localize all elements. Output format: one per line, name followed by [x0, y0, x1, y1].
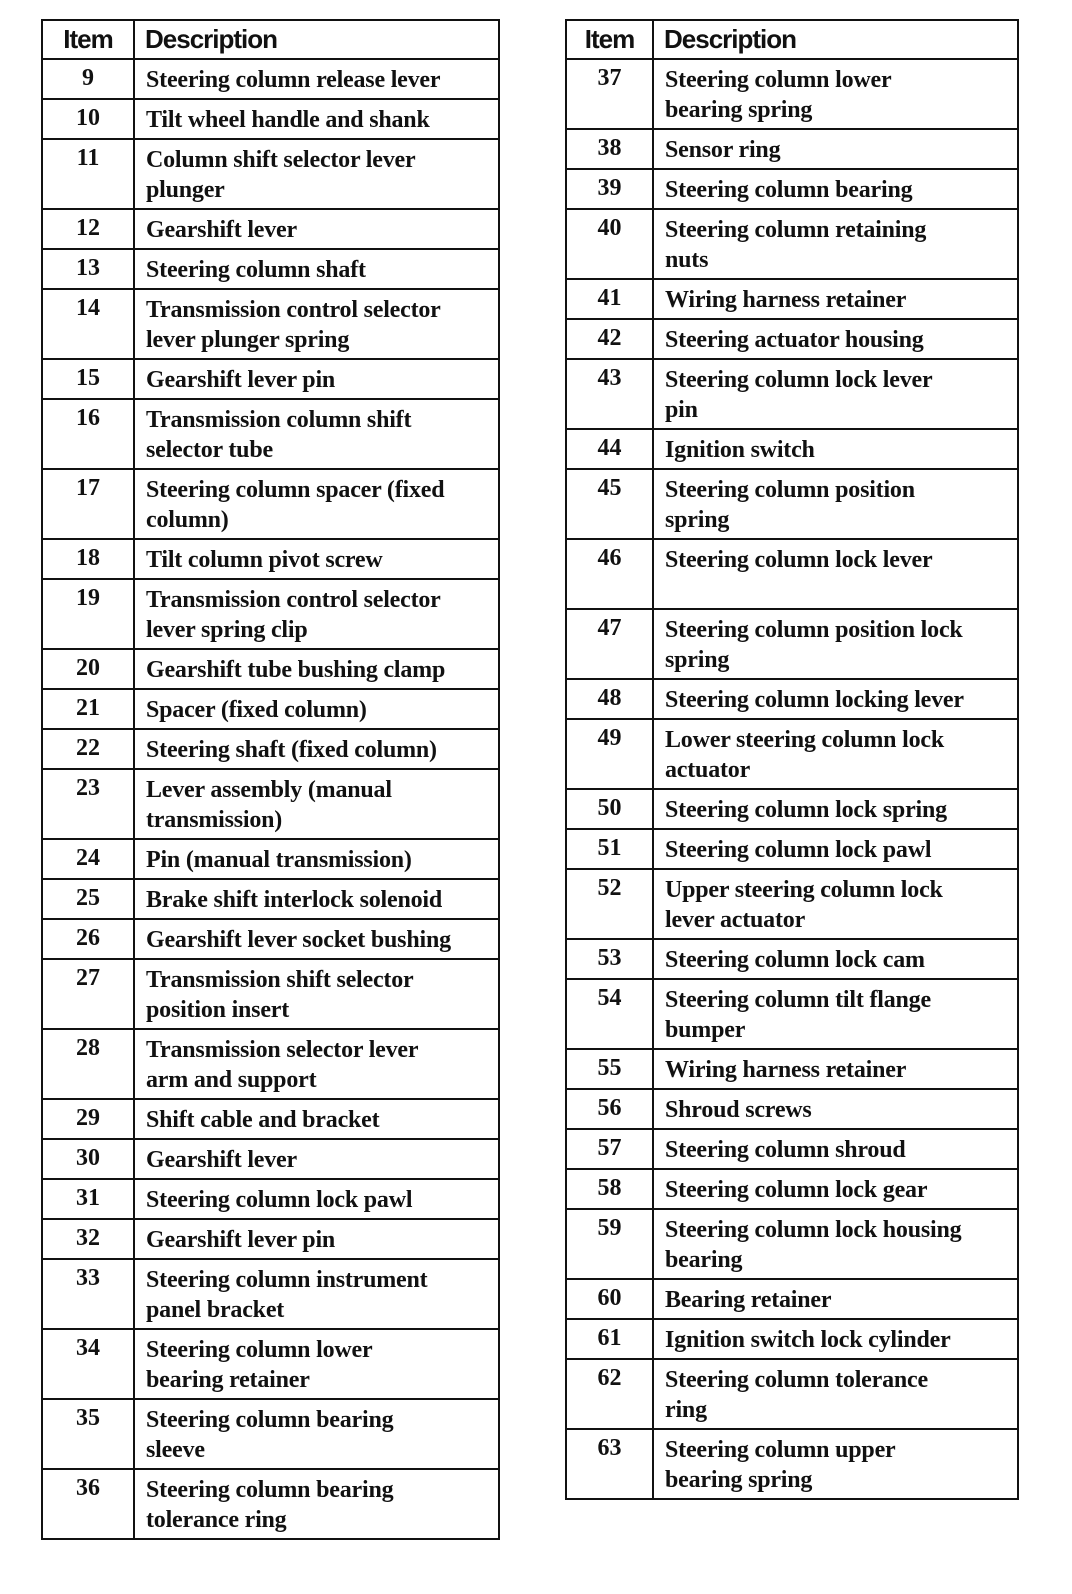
description-line: position insert	[146, 997, 290, 1023]
item-number: 50	[566, 789, 653, 829]
description-line: bumper	[665, 1017, 746, 1043]
description-line: Sensor ring	[665, 137, 781, 163]
item-description	[134, 579, 499, 649]
description-line: ring	[665, 1397, 707, 1423]
table-row	[566, 869, 1018, 939]
description-line: lever actuator	[665, 907, 806, 933]
item-number: 24	[42, 839, 134, 879]
item-description	[134, 729, 499, 769]
item-number: 54	[566, 979, 653, 1049]
table-row	[42, 359, 499, 399]
item-number: 30	[42, 1139, 134, 1179]
table-row	[566, 209, 1018, 279]
description-line: Steering column lock lever	[665, 367, 933, 393]
item-description	[653, 679, 1018, 719]
item-number: 43	[566, 359, 653, 429]
item-description	[134, 769, 499, 839]
table-row	[566, 1049, 1018, 1089]
table-row	[42, 1029, 499, 1099]
item-description	[134, 1029, 499, 1099]
item-description	[653, 1429, 1018, 1499]
table-row	[42, 729, 499, 769]
table-row	[566, 1209, 1018, 1279]
item-description	[653, 429, 1018, 469]
table-row	[566, 1089, 1018, 1129]
table-row	[42, 399, 499, 469]
table-row	[566, 169, 1018, 209]
item-number: 47	[566, 609, 653, 679]
item-number: 29	[42, 1099, 134, 1139]
item-description	[653, 209, 1018, 279]
item-number: 23	[42, 769, 134, 839]
table-row	[566, 1129, 1018, 1169]
table-row	[566, 319, 1018, 359]
description-line: bearing spring	[665, 1467, 813, 1493]
item-number: 14	[42, 289, 134, 359]
item-description	[653, 1129, 1018, 1169]
item-number: 37	[566, 59, 653, 129]
description-line: bearing spring	[665, 97, 813, 123]
description-line: Transmission shift selector	[146, 967, 414, 993]
description-line: Steering column lock pawl	[146, 1187, 413, 1213]
item-description	[134, 139, 499, 209]
item-number: 25	[42, 879, 134, 919]
item-number: 41	[566, 279, 653, 319]
item-description	[653, 129, 1018, 169]
table-row	[42, 1259, 499, 1329]
description-line: Gearshift lever pin	[146, 1227, 336, 1253]
description-line: Brake shift interlock solenoid	[146, 887, 443, 913]
description-line: Ignition switch lock cylinder	[665, 1327, 951, 1353]
item-description	[134, 359, 499, 399]
table-row	[42, 249, 499, 289]
item-description	[134, 1099, 499, 1139]
item-description	[653, 319, 1018, 359]
description-line: Steering column position lock	[665, 617, 963, 643]
description-line: Steering column lock lever	[665, 547, 933, 573]
item-description	[134, 959, 499, 1029]
item-description	[134, 1399, 499, 1469]
table-row	[42, 1399, 499, 1469]
item-description	[134, 99, 499, 139]
description-line: Steering column lock cam	[665, 947, 925, 973]
table-row	[566, 429, 1018, 469]
description-line: Gearshift lever socket bushing	[146, 927, 451, 953]
description-line: Transmission control selector	[146, 587, 441, 613]
item-number: 45	[566, 469, 653, 539]
item-description	[134, 919, 499, 959]
description-line: Steering column tilt flange	[665, 987, 931, 1013]
table-row	[42, 959, 499, 1029]
table-row	[42, 209, 499, 249]
description-line: Steering column bearing	[146, 1477, 394, 1503]
description-line: bearing retainer	[146, 1367, 310, 1393]
item-column-header: Item	[566, 20, 653, 59]
description-line: Transmission column shift	[146, 407, 412, 433]
table-row	[566, 279, 1018, 319]
item-number: 58	[566, 1169, 653, 1209]
item-description	[134, 1469, 499, 1539]
description-line: plunger	[146, 177, 225, 203]
table-row	[42, 289, 499, 359]
item-number: 56	[566, 1089, 653, 1129]
item-number: 31	[42, 1179, 134, 1219]
table-row	[42, 689, 499, 729]
description-line: Tilt wheel handle and shank	[146, 107, 430, 133]
table-row	[42, 1219, 499, 1259]
item-description	[134, 209, 499, 249]
item-description	[134, 399, 499, 469]
description-line: Steering column shroud	[665, 1137, 906, 1163]
item-number: 61	[566, 1319, 653, 1359]
item-number: 33	[42, 1259, 134, 1329]
table-row	[42, 919, 499, 959]
description-line: Pin (manual transmission)	[146, 847, 412, 873]
description-line: spring	[665, 647, 730, 673]
item-number: 49	[566, 719, 653, 789]
description-line: Gearshift lever	[146, 1147, 297, 1173]
item-description	[653, 1209, 1018, 1279]
description-line: Shroud screws	[665, 1097, 812, 1123]
table-row	[566, 469, 1018, 539]
description-line: nuts	[665, 247, 709, 273]
item-number: 9	[42, 59, 134, 99]
item-description	[653, 939, 1018, 979]
description-line: lever spring clip	[146, 617, 308, 643]
item-number: 59	[566, 1209, 653, 1279]
item-number: 38	[566, 129, 653, 169]
item-number: 22	[42, 729, 134, 769]
description-line: Steering column bearing	[665, 177, 913, 203]
item-number: 16	[42, 399, 134, 469]
item-number: 12	[42, 209, 134, 249]
description-line: Steering column lock pawl	[665, 837, 932, 863]
item-description	[653, 169, 1018, 209]
table-row	[42, 139, 499, 209]
item-number: 51	[566, 829, 653, 869]
item-number: 60	[566, 1279, 653, 1319]
table-row	[566, 829, 1018, 869]
description-line: Steering column locking lever	[665, 687, 964, 713]
description-line: transmission)	[146, 807, 283, 833]
item-number: 48	[566, 679, 653, 719]
table-row	[42, 539, 499, 579]
item-number: 27	[42, 959, 134, 1029]
item-description	[653, 1359, 1018, 1429]
table-header-row	[566, 20, 1018, 59]
item-description	[653, 469, 1018, 539]
item-number: 44	[566, 429, 653, 469]
parts-table-left	[41, 19, 500, 1540]
table-row	[42, 769, 499, 839]
description-line: Column shift selector lever	[146, 147, 416, 173]
item-description	[134, 1219, 499, 1259]
table-row	[566, 609, 1018, 679]
table-row	[42, 579, 499, 649]
item-description	[653, 609, 1018, 679]
item-number: 36	[42, 1469, 134, 1539]
description-line: actuator	[665, 757, 751, 783]
table-header-row	[42, 20, 499, 59]
item-description	[653, 1169, 1018, 1209]
item-number: 20	[42, 649, 134, 689]
description-line: Ignition switch	[665, 437, 815, 463]
item-description	[653, 279, 1018, 319]
item-description	[653, 1089, 1018, 1129]
item-description	[134, 879, 499, 919]
description-line: Steering column lock spring	[665, 797, 947, 823]
description-line: Steering column lock gear	[665, 1177, 928, 1203]
description-line: Steering column instrument	[146, 1267, 428, 1293]
description-line: Tilt column pivot screw	[146, 547, 383, 573]
item-description	[134, 1259, 499, 1329]
description-line: Lever assembly (manual	[146, 777, 392, 803]
item-number: 35	[42, 1399, 134, 1469]
parts-table-left-body	[42, 59, 499, 1539]
table-row	[566, 1429, 1018, 1499]
description-line: Steering column upper	[665, 1437, 896, 1463]
description-line: Steering shaft (fixed column)	[146, 737, 437, 763]
table-row	[42, 1329, 499, 1399]
table-row	[566, 719, 1018, 789]
description-line: lever plunger spring	[146, 327, 350, 353]
description-line: Gearshift tube bushing clamp	[146, 657, 446, 683]
description-line: Spacer (fixed column)	[146, 697, 367, 723]
description-line: Steering column lower	[146, 1337, 373, 1363]
item-column-header: Item	[42, 20, 134, 59]
item-number: 42	[566, 319, 653, 359]
table-row	[566, 679, 1018, 719]
item-number: 11	[42, 139, 134, 209]
table-row	[42, 469, 499, 539]
item-description	[653, 979, 1018, 1049]
description-line: Steering column shaft	[146, 257, 366, 283]
item-description	[134, 689, 499, 729]
description-line: Steering column lock housing	[665, 1217, 962, 1243]
description-line: selector tube	[146, 437, 273, 463]
description-line: Lower steering column lock	[665, 727, 944, 753]
table-row	[566, 1169, 1018, 1209]
description-line: Steering column spacer (fixed	[146, 477, 445, 503]
description-line: spring	[665, 507, 730, 533]
item-description	[653, 59, 1018, 129]
parts-table-right	[565, 19, 1019, 1500]
table-row	[42, 59, 499, 99]
description-line: Steering column bearing	[146, 1407, 394, 1433]
item-description	[653, 1279, 1018, 1319]
item-description	[653, 829, 1018, 869]
table-row	[42, 1469, 499, 1539]
description-line: panel bracket	[146, 1297, 285, 1323]
item-number: 10	[42, 99, 134, 139]
description-line: column)	[146, 507, 229, 533]
item-description	[653, 539, 1018, 609]
item-description	[653, 789, 1018, 829]
table-row	[566, 59, 1018, 129]
description-line: Steering column retaining	[665, 217, 927, 243]
item-description	[134, 59, 499, 99]
description-line: Transmission control selector	[146, 297, 441, 323]
description-line: bearing	[665, 1247, 743, 1273]
table-row	[566, 1359, 1018, 1429]
description-line: arm and support	[146, 1067, 317, 1093]
item-description	[653, 359, 1018, 429]
table-row	[42, 99, 499, 139]
table-row	[566, 979, 1018, 1049]
description-line: Wiring harness retainer	[665, 1057, 907, 1083]
table-row	[42, 1179, 499, 1219]
item-description	[134, 469, 499, 539]
table-row	[566, 129, 1018, 169]
item-number: 55	[566, 1049, 653, 1089]
item-number: 28	[42, 1029, 134, 1099]
item-description	[134, 289, 499, 359]
table-row	[42, 1099, 499, 1139]
item-description	[134, 649, 499, 689]
item-description	[653, 1319, 1018, 1359]
description-line: pin	[665, 397, 698, 423]
description-line	[665, 575, 1013, 605]
description-line: Steering column release lever	[146, 67, 441, 93]
item-number: 19	[42, 579, 134, 649]
description-column-header: Description	[134, 20, 499, 59]
item-number: 39	[566, 169, 653, 209]
description-line: Steering column position	[665, 477, 915, 503]
description-line: Gearshift lever pin	[146, 367, 336, 393]
item-number: 32	[42, 1219, 134, 1259]
item-number: 46	[566, 539, 653, 609]
description-line: Bearing retainer	[665, 1287, 832, 1313]
table-row	[566, 359, 1018, 429]
item-number: 21	[42, 689, 134, 729]
item-number: 53	[566, 939, 653, 979]
description-column-header: Description	[653, 20, 1018, 59]
item-description	[134, 839, 499, 879]
description-line: Steering actuator housing	[665, 327, 924, 353]
item-description	[134, 1179, 499, 1219]
table-row	[42, 649, 499, 689]
description-line: Steering column lower	[665, 67, 892, 93]
item-number: 52	[566, 869, 653, 939]
item-number: 17	[42, 469, 134, 539]
item-description	[134, 1139, 499, 1179]
table-row	[566, 539, 1018, 609]
item-description	[134, 1329, 499, 1399]
parts-table-right-body	[566, 59, 1018, 1499]
description-line: tolerance ring	[146, 1507, 287, 1533]
table-row	[42, 879, 499, 919]
item-number: 15	[42, 359, 134, 399]
item-number: 18	[42, 539, 134, 579]
item-number: 13	[42, 249, 134, 289]
description-line: Shift cable and bracket	[146, 1107, 380, 1133]
item-number: 34	[42, 1329, 134, 1399]
table-row	[566, 1279, 1018, 1319]
table-row	[566, 1319, 1018, 1359]
item-number: 40	[566, 209, 653, 279]
item-number: 62	[566, 1359, 653, 1429]
description-line: Gearshift lever	[146, 217, 297, 243]
item-description	[134, 539, 499, 579]
table-row	[566, 939, 1018, 979]
table-row	[42, 839, 499, 879]
table-row	[566, 789, 1018, 829]
description-line: sleeve	[146, 1437, 205, 1463]
table-row	[42, 1139, 499, 1179]
item-number: 63	[566, 1429, 653, 1499]
item-description	[134, 249, 499, 289]
description-line: Upper steering column lock	[665, 877, 943, 903]
description-line: Wiring harness retainer	[665, 287, 907, 313]
item-description	[653, 1049, 1018, 1089]
item-description	[653, 869, 1018, 939]
item-description	[653, 719, 1018, 789]
description-line: Transmission selector lever	[146, 1037, 419, 1063]
item-number: 26	[42, 919, 134, 959]
item-number: 57	[566, 1129, 653, 1169]
description-line: Steering column tolerance	[665, 1367, 928, 1393]
